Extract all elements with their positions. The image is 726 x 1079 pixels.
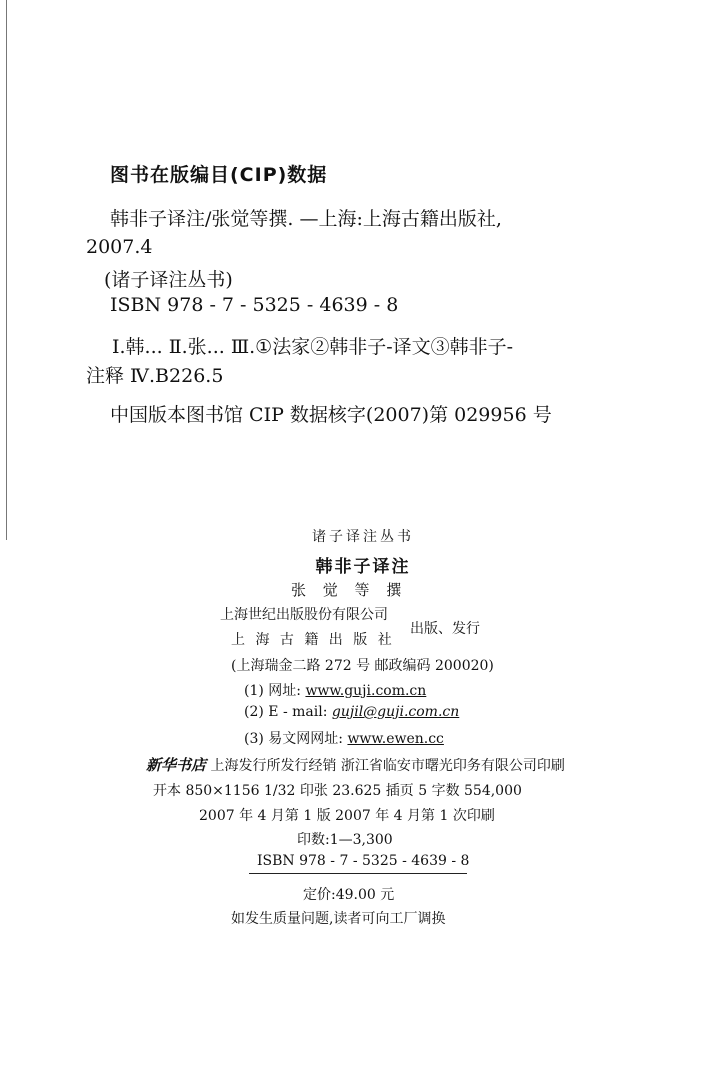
series-name: 诸子译注丛书 [312,529,414,545]
website-label: (1) 网址: [244,683,301,699]
price: 定价:49.00 元 [303,887,395,903]
cip-line-isbn: ISBN 978 - 7 - 5325 - 4639 - 8 [110,294,399,316]
cip-line-title-author: 韩非子译注/张觉等撰. —上海:上海古籍出版社, [110,208,502,230]
cip-line-classification: 注释 Ⅳ.B226.5 [86,365,224,387]
email-row [244,704,459,720]
cip-line-record-number: 中国版本图书馆 CIP 数据核字(2007)第 029956 号 [110,404,552,426]
publish-note: 出版、发行 [410,621,480,637]
distribution-row [146,754,565,775]
distribution-text: 上海发行所发行经销 浙江省临安市曙光印务有限公司印刷 [210,758,565,774]
publisher-address: (上海瑞金二路 272 号 邮政编码 200020) [231,658,494,674]
ewen-link[interactable]: www.ewen.cc [347,731,444,747]
ewen-label: (3) 易文网网址: [244,731,343,747]
email-link[interactable]: gujil@guji.com.cn [331,704,460,720]
cip-line-date: 2007.4 [86,236,153,258]
xinhua-bookstore-logo: 新华书店 [146,756,207,774]
isbn-underline [249,873,467,874]
publisher-house: 上 海 古 籍 出 版 社 [231,632,395,648]
cip-line-series: (诸子译注丛书) [104,269,233,291]
website-link[interactable]: www.guji.com.cn [305,683,427,699]
quality-note: 如发生质量问题,读者可向工厂调换 [231,911,446,927]
authors: 张 觉 等 撰 [291,581,408,599]
website-row [244,680,426,700]
isbn-line: ISBN 978 - 7 - 5325 - 4639 - 8 [257,853,470,869]
print-run: 印数:1—3,300 [297,832,393,848]
edition-info: 2007 年 4 月第 1 版 2007 年 4 月第 1 次印刷 [199,808,495,824]
cip-line-subjects: Ⅰ.韩... Ⅱ.张... Ⅲ.①法家②韩非子-译文③韩非子- [112,336,514,358]
ewen-row [244,728,444,748]
page-edge-line [6,0,7,540]
format-info: 开本 850×1156 1/32 印张 23.625 插页 5 字数 554,000 [153,783,522,799]
book-title: 韩非子译注 [315,557,411,577]
publisher-company: 上海世纪出版股份有限公司 [220,607,388,623]
cip-title: 图书在版编目(CIP)数据 [110,164,328,186]
email-label: (2) E - mail: [244,704,328,720]
